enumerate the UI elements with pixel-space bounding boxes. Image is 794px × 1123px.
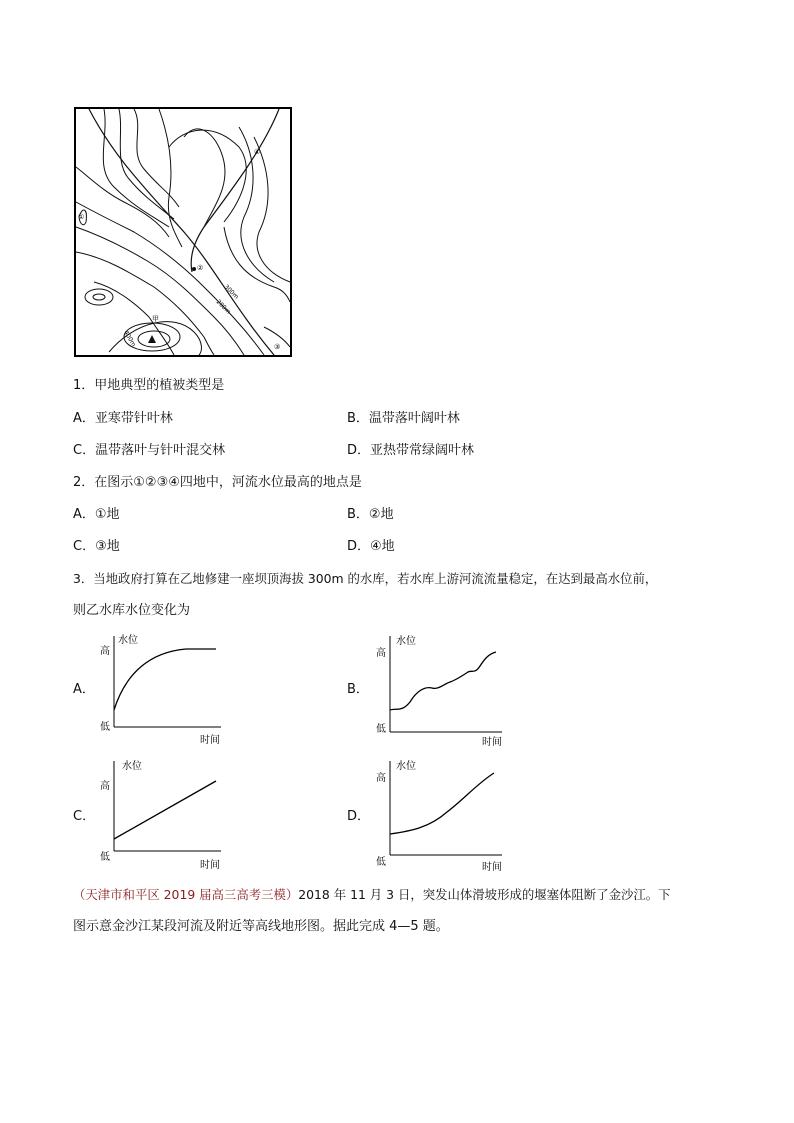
option-text: 温带落叶与针叶混交林 <box>95 443 226 458</box>
option-letter: B． <box>347 507 369 522</box>
question-1-stem: 1．甲地典型的植被类型是 <box>73 378 225 393</box>
passage-line1-text: 2018 年 11 月 3 日，突发山体滑坡形成的堰塞体阻断了金沙江。下 <box>298 887 671 902</box>
option-text: 亚热带常绿阔叶林 <box>370 443 475 458</box>
yaxis-title: 水位 <box>396 761 416 772</box>
option-text: 温带落叶阔叶林 <box>368 411 460 426</box>
question-3-stem-line2: 则乙水库水位变化为 <box>73 603 191 618</box>
graph-a[interactable] <box>96 632 226 747</box>
contour-label-400m: 400m <box>122 329 137 348</box>
yaxis-title: 水位 <box>118 635 138 646</box>
option-letter: A． <box>73 411 95 426</box>
question-2-option-c[interactable] <box>73 538 120 556</box>
question-2-option-a[interactable] <box>73 506 120 524</box>
option-text: ①地 <box>94 507 120 522</box>
question-1-option-d[interactable] <box>347 442 474 460</box>
option-text: ④地 <box>370 539 395 554</box>
contour-label-200m: 200m <box>214 298 232 316</box>
contour-map <box>74 107 292 357</box>
option-text: ②地 <box>368 507 394 522</box>
graph-c-letter[interactable]: C． <box>73 809 96 824</box>
graph-c-line <box>114 781 216 839</box>
point-label-1: ① <box>78 213 85 221</box>
graph-c[interactable] <box>96 757 226 872</box>
option-letter: C． <box>73 539 96 554</box>
contour-map-drawing <box>74 107 292 357</box>
ylabel-high: 高 <box>376 648 386 659</box>
xaxis-title: 时间 <box>200 860 220 871</box>
point-label-2: ② <box>197 264 204 272</box>
option-letter: B． <box>347 411 369 426</box>
option-text: ③地 <box>95 539 120 554</box>
graph-b-letter[interactable]: B． <box>347 682 369 697</box>
ylabel-low: 低 <box>376 724 386 735</box>
graph-a-curve <box>114 649 216 710</box>
passage-source: （天津市和平区 2019 届高三高考三模） <box>73 887 299 902</box>
question-1-option-b[interactable] <box>347 410 460 428</box>
question-2-stem: 2．在图示①②③④四地中，河流水位最高的地点是 <box>73 475 362 490</box>
passage-line2: 图示意金沙江某段河流及附近等高线地形图。据此完成 4—5 题。 <box>73 919 449 934</box>
option-letter: C． <box>73 443 96 458</box>
question-3-stem-line1: 3．当地政府打算在乙地修建一座坝顶海拔 300m 的水库，若水库上游河流流量稳定，在达到最高水位前， <box>73 571 658 586</box>
question-2-option-d[interactable] <box>347 538 395 556</box>
option-letter: A． <box>73 507 95 522</box>
ylabel-high: 高 <box>376 773 386 784</box>
xaxis-title: 时间 <box>200 735 220 746</box>
option-text: 亚寒带针叶林 <box>94 411 173 426</box>
ylabel-high: 高 <box>100 646 110 657</box>
place-label-jia: 甲 <box>152 315 159 323</box>
ylabel-high: 高 <box>100 781 110 792</box>
graph-d-letter[interactable]: D． <box>347 809 371 824</box>
xaxis-title: 时间 <box>482 862 502 872</box>
question-1-option-a[interactable] <box>73 410 173 428</box>
yaxis-title: 水位 <box>122 761 142 772</box>
graph-b[interactable] <box>372 632 507 747</box>
question-2-option-b[interactable] <box>347 506 394 524</box>
graph-a-letter[interactable]: A． <box>73 682 95 697</box>
graph-d-curve <box>390 773 494 834</box>
graph-b-curve <box>390 652 496 710</box>
question-1-option-c[interactable] <box>73 442 225 460</box>
graph-d[interactable] <box>372 757 507 872</box>
ylabel-low: 低 <box>100 852 110 863</box>
point-label-4: ④ <box>254 148 261 156</box>
contour-label-300m: 300m <box>222 283 240 301</box>
option-letter: D． <box>347 539 371 554</box>
ylabel-low: 低 <box>376 857 386 868</box>
point-label-3: ③ <box>274 343 281 351</box>
option-letter: D． <box>347 443 371 458</box>
passage-line1 <box>73 886 671 904</box>
yaxis-title: 水位 <box>396 636 416 647</box>
xaxis-title: 时间 <box>482 737 502 747</box>
ylabel-low: 低 <box>100 722 110 733</box>
